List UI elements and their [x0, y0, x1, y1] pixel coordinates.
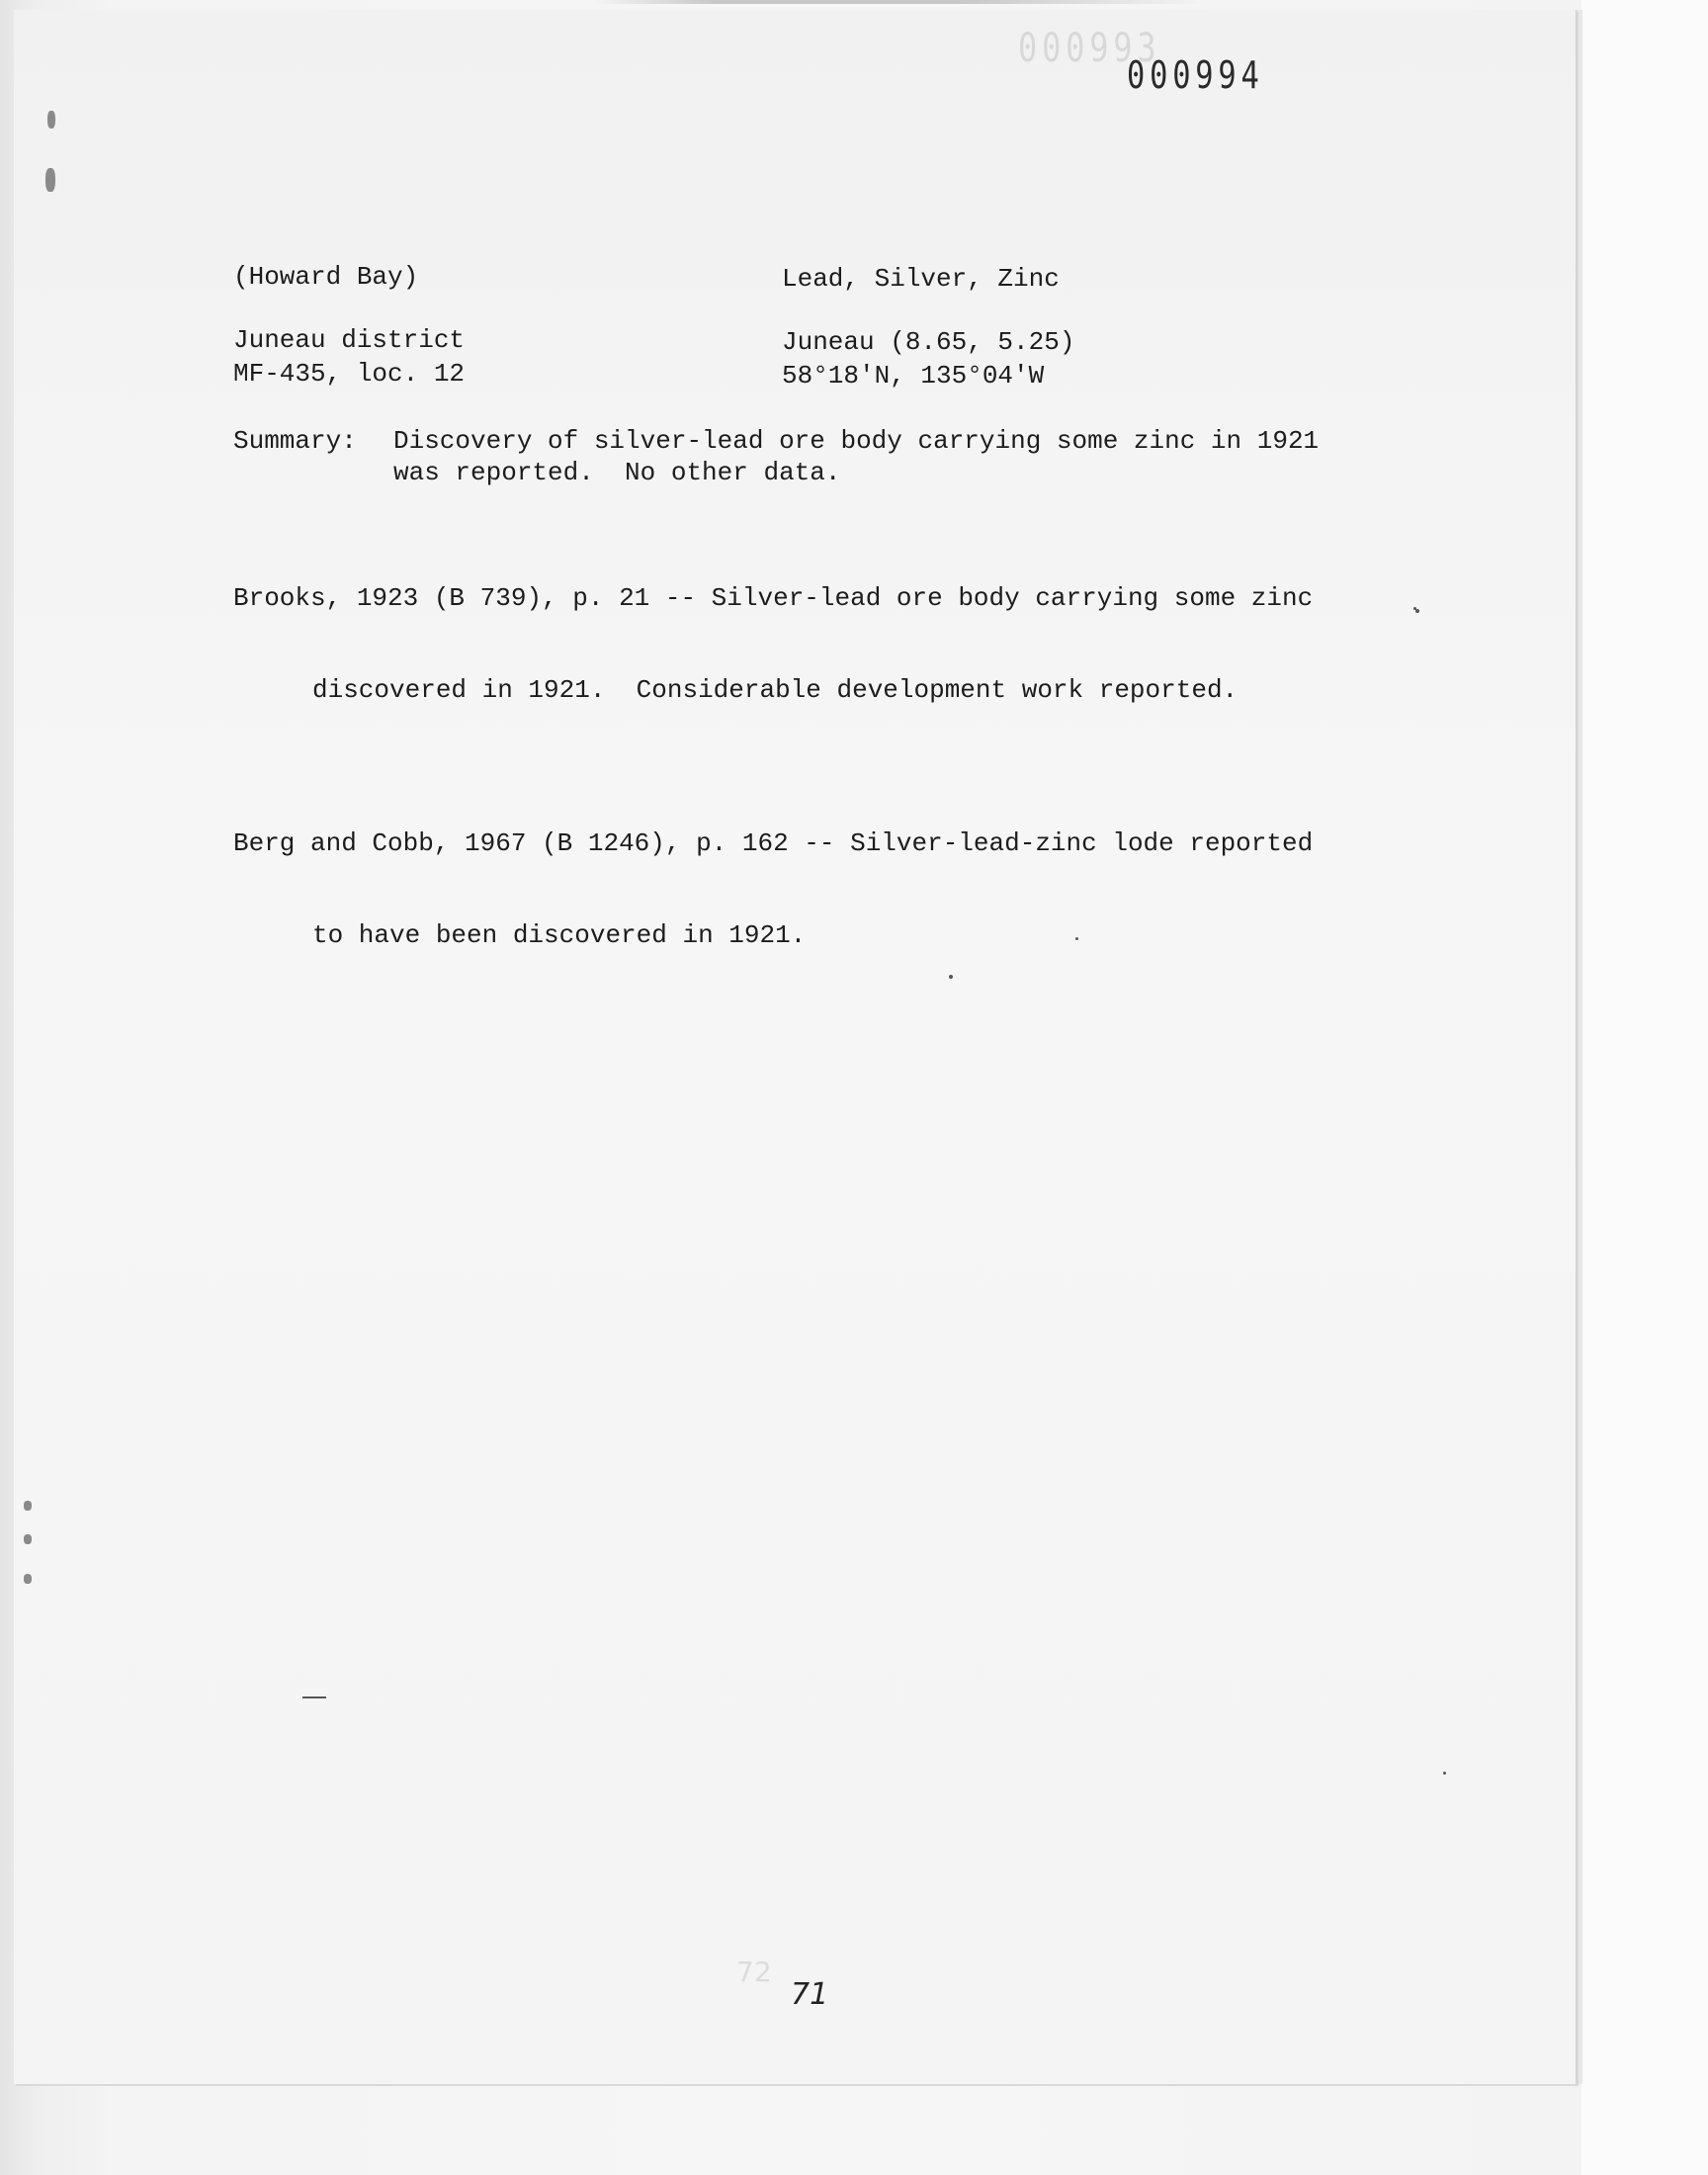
map-reference: MF-435, loc. 12 — [233, 359, 466, 389]
summary-line: Discovery of silver-lead ore body carrying some zinc in 1921 — [393, 426, 1320, 456]
binder-hole-mark — [47, 111, 55, 129]
page-number: 71 — [791, 1977, 829, 2012]
page-top-edge — [593, 0, 1206, 4]
quadrangle-coordinates: Juneau (8.65, 5.25) — [782, 327, 1075, 357]
scan-speck — [1413, 607, 1416, 610]
scan-speck — [949, 975, 953, 979]
reference-entry — [233, 767, 1380, 1012]
scanner-margin — [1581, 0, 1708, 2175]
reference-line: Brooks, 1923 (B 739), p. 21 -- Silver-lead ore body carrying some zinc — [233, 583, 1314, 613]
scan-speck — [1443, 1772, 1446, 1775]
scan-speck — [1075, 937, 1078, 940]
scan-speck — [1415, 609, 1419, 613]
reference-line: Berg and Cobb, 1967 (B 1246), p. 162 -- Silver-lead-zinc lode reported — [233, 828, 1314, 858]
locality-name: (Howard Bay) — [233, 262, 419, 292]
binder-hole-mark — [45, 168, 55, 192]
scan-speck — [302, 1696, 326, 1698]
reference-line: to have been discovered in 1921. — [312, 920, 807, 950]
district: Juneau district — [233, 325, 466, 355]
reference-line: discovered in 1921. Considerable development work reported. — [312, 675, 1238, 705]
references — [233, 522, 1380, 1012]
document-stamp-number: 000994 — [1127, 53, 1264, 97]
binder-hole-mark — [24, 1534, 32, 1544]
reference-entry — [233, 522, 1380, 767]
commodities: Lead, Silver, Zinc — [782, 264, 1060, 294]
binder-hole-mark — [24, 1574, 32, 1584]
binder-hole-mark — [24, 1501, 32, 1511]
latitude-longitude: 58°18'N, 135°04'W — [782, 361, 1045, 391]
summary-label: Summary: — [233, 426, 357, 456]
summary-line: was reported. No other data. — [393, 458, 841, 487]
bleed-through-page-number: 72 — [736, 1956, 772, 1988]
document-page — [14, 10, 1577, 2084]
bleed-through-stamp: 000993 — [1018, 26, 1161, 71]
